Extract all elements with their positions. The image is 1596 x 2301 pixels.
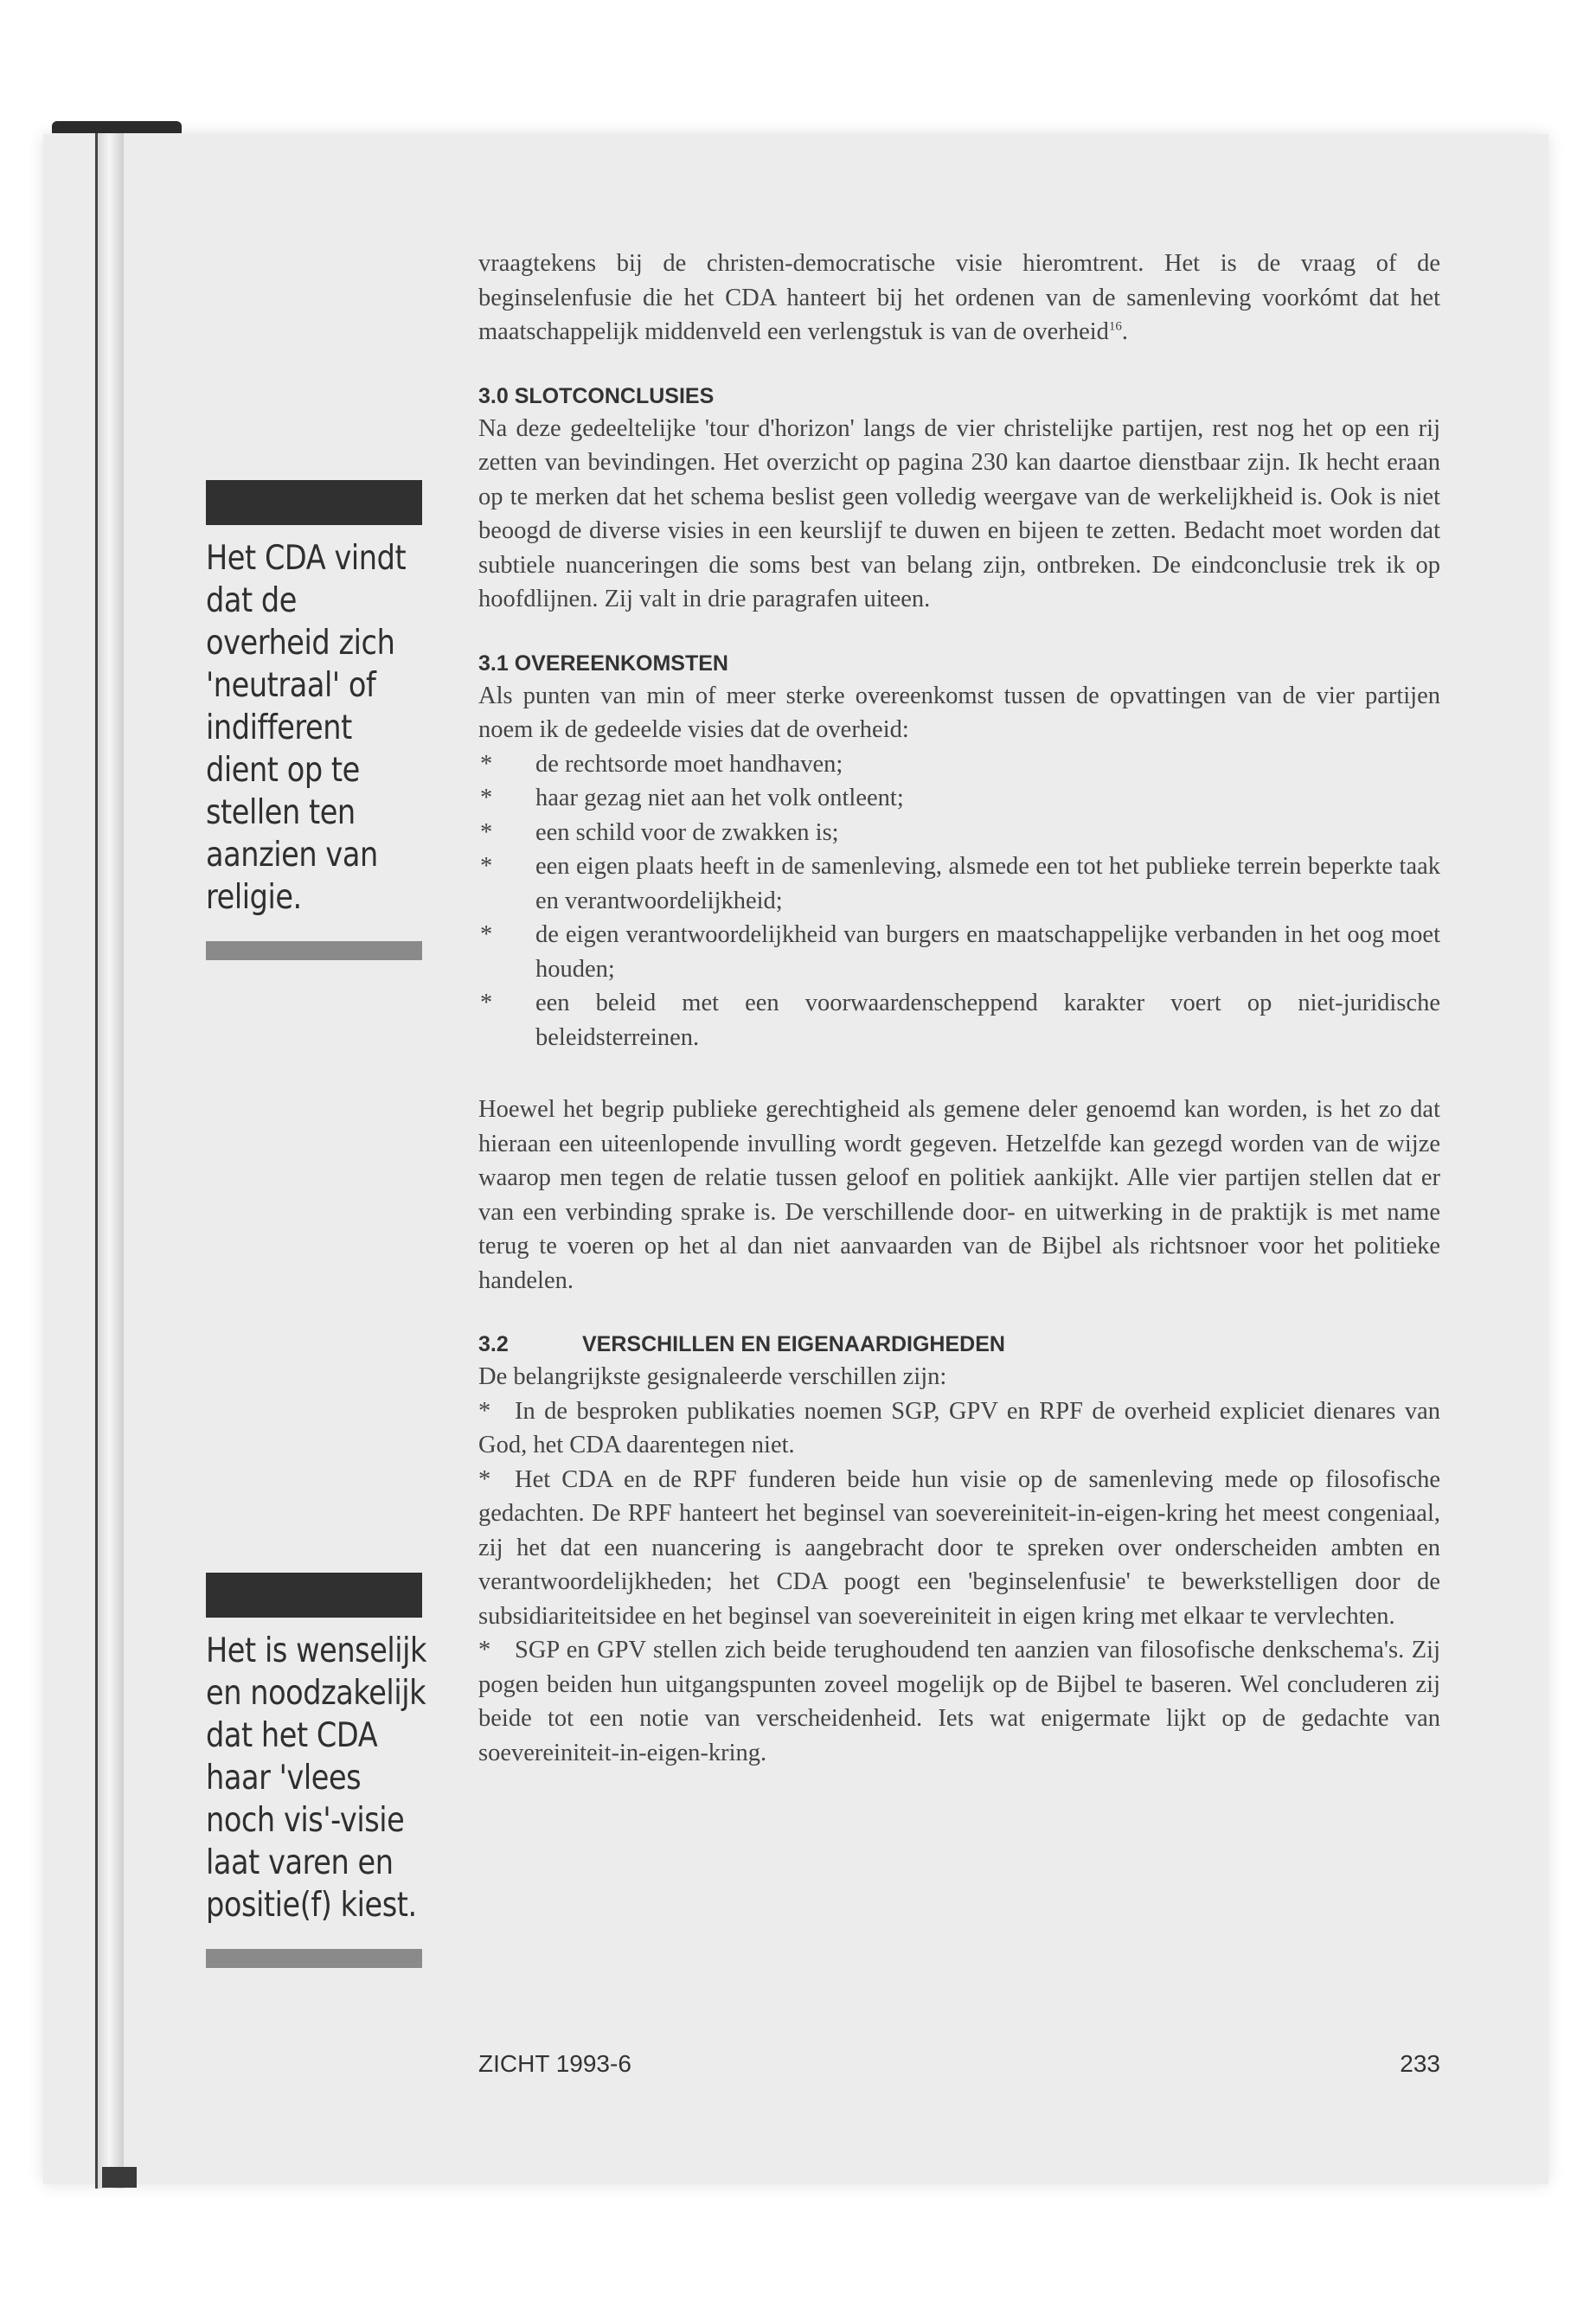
section-title: VERSCHILLEN EN EIGENAARDIGHEDEN (582, 1332, 1005, 1356)
pull-quote-bar-bottom (206, 1949, 422, 1968)
section-3-2-intro: De belangrijkste gesignaleerde verschillen zijn: (478, 1363, 947, 1390)
agreement-list (478, 747, 1440, 1055)
section-3-1-paragraph: Hoewel het begrip publieke gerechtigheid als gemene deler genoemd kan worden, is het zo dat hieraan een uiteenlopende invulling wordt gegeven. Hetzelfde kan gezegd worden van de wijze waarop men tegen de relatie tussen geloof en politiek aankijkt. Alle vier partijen stellen dat er van een verbinding sprake is. De verschillende door- en uitwerking in de praktijk is met name terug te voeren op het al dan niet aanvaarden van de Bijbel als richtsnoer voor het politieke handelen. (478, 1096, 1440, 1294)
difference-item (478, 1394, 1440, 1463)
list-item (478, 781, 1440, 816)
list-item (478, 849, 1440, 918)
intro-paragraph: vraagtekens bij de christen-democratische visie hieromtrent. Het is de vraag of de beginselenfusie die het CDA hanteert bij het ordenen van de samenleving voorkómt dat het maatschappelijk middenveld een verlengstuk is van de overheid$^{16}$. (478, 250, 1440, 345)
bullet-asterisk: * (480, 785, 493, 811)
difference-item (478, 1463, 1440, 1634)
section-heading-3-2 (478, 1329, 1440, 1360)
bullet-asterisk: * (478, 1637, 491, 1663)
intro-text: vraagtekens bij de christen-democratische visie hieromtrent. Het is de vraag of de beginselenfusie die het CDA hanteert bij het ordenen van de samenleving voorkómt dat het maatschappelijk middenveld een verlengstuk is van de overheid (478, 250, 1440, 345)
binding-clip-bottom (102, 2167, 137, 2188)
book-binding (95, 121, 124, 2189)
pull-quote-text: Het CDA vindt dat de overheid zich 'neutraal' of indifferent dient op te stellen ten aanzien van religie. (206, 539, 407, 917)
footnote-ref: 16 (1108, 319, 1122, 334)
bullet-asterisk: * (480, 750, 493, 778)
bullet-asterisk: * (480, 921, 493, 948)
page-number: 233 (1400, 2050, 1440, 2077)
section-3-1-intro: Als punten van min of meer sterke overeenkomst tussen de opvattingen van de vier partijen noem ik de gedeelde visies dat de overheid: (478, 682, 1440, 743)
difference-item (478, 1633, 1440, 1770)
bullet-asterisk: * (478, 1397, 491, 1425)
section-number: 3.2 (478, 1332, 509, 1356)
bullet-asterisk: * (478, 1465, 491, 1493)
list-item-text: een beleid met een voorwaardenscheppend karakter voert op niet-juridische beleidsterreinen. (535, 990, 1440, 1051)
pull-quote-2 (206, 1573, 427, 1968)
difference-text: In de besproken publikaties noemen SGP, GPV en RPF de overheid expliciet dienares van God, het CDA daarentegen niet. (478, 1397, 1440, 1458)
journal-name: ZICHT 1993-6 (478, 2050, 631, 2077)
bullet-asterisk: * (480, 990, 493, 1016)
list-item (478, 918, 1440, 986)
list-item (478, 816, 1440, 850)
pull-quote-bar-top (206, 1573, 422, 1618)
list-item (478, 747, 1440, 782)
section-3-0-text: Na deze gedeeltelijke 'tour d'horizon' langs de vier christelijke partijen, rest nog het op een rij zetten van bevindingen. Het overzicht op pagina 230 kan daartoe dienstbaar zijn. Ik hecht eraan op te merken dat het schema beslist geen volledig weergave van de werkelijkheid is. Ook is niet beoogd de diverse visies in een keurslijf te duwen en bijeen te zetten. Bedacht moet worden dat subtiele nuanceringen die soms best van belang zijn, ontbreken. De eindconclusie trek ik op hoofdlijnen. Zij valt in drie paragrafen uiteen. (478, 414, 1440, 612)
section-heading-3-1: 3.1 OVEREENKOMSTEN (478, 651, 728, 676)
pull-quote-bar-bottom (206, 941, 422, 960)
list-item-text: haar gezag niet aan het volk ontleent; (535, 785, 904, 811)
list-item-text: een schild voor de zwakken is; (535, 818, 839, 846)
binding-clip (52, 121, 182, 133)
list-item (478, 986, 1440, 1054)
list-item-text: de rechtsorde moet handhaven; (535, 750, 843, 778)
pull-quote-text: Het is wenselijk en noodzakelijk dat het CDA haar 'vlees noch vis'-visie laat varen en positie(f) kiest. (206, 1631, 427, 1925)
pull-quote-bar-top (206, 480, 422, 525)
difference-text: SGP en GPV stellen zich beide terughoudend ten aanzien van filosofische denkschema's. Zij pogen beiden hun uitgangspunten zoveel mogelijk op de Bijbel te baseren. Wel concluderen zij beide tot een notie van verscheidenheid. Iets wat enigermate lijkt op de gedachte van soevereiniteit-in-eigen-kring. (478, 1637, 1440, 1766)
bullet-asterisk: * (480, 818, 493, 846)
main-column (478, 247, 1440, 1770)
section-heading-3-0: 3.0 SLOTCONCLUSIES (478, 383, 715, 408)
list-item-text: de eigen verantwoordelijkheid van burgers en maatschappelijke verbanden in het oog moet houden; (535, 921, 1440, 983)
bullet-asterisk: * (480, 853, 493, 880)
list-item-text: een eigen plaats heeft in de samenleving, alsmede een tot het publieke terrein beperkte taak en verantwoordelijkheid; (535, 853, 1440, 914)
difference-text: Het CDA en de RPF funderen beide hun visie op de samenleving mede op filosofische gedachten. De RPF hanteert het beginsel van soevereiniteit-in-eigen-kring het meest congeniaal, zij het dat een nuancering is aangebracht door te spreken over onderscheiden ambten en verantwoordelijkheden; het CDA poogt een 'beginselenfusie' te bewerkstelligen door de subsidiariteitsidee en het beginsel van soevereiniteit in eigen kring met elkaar te vervlechten. (478, 1465, 1440, 1630)
pull-quote-1 (206, 480, 422, 960)
